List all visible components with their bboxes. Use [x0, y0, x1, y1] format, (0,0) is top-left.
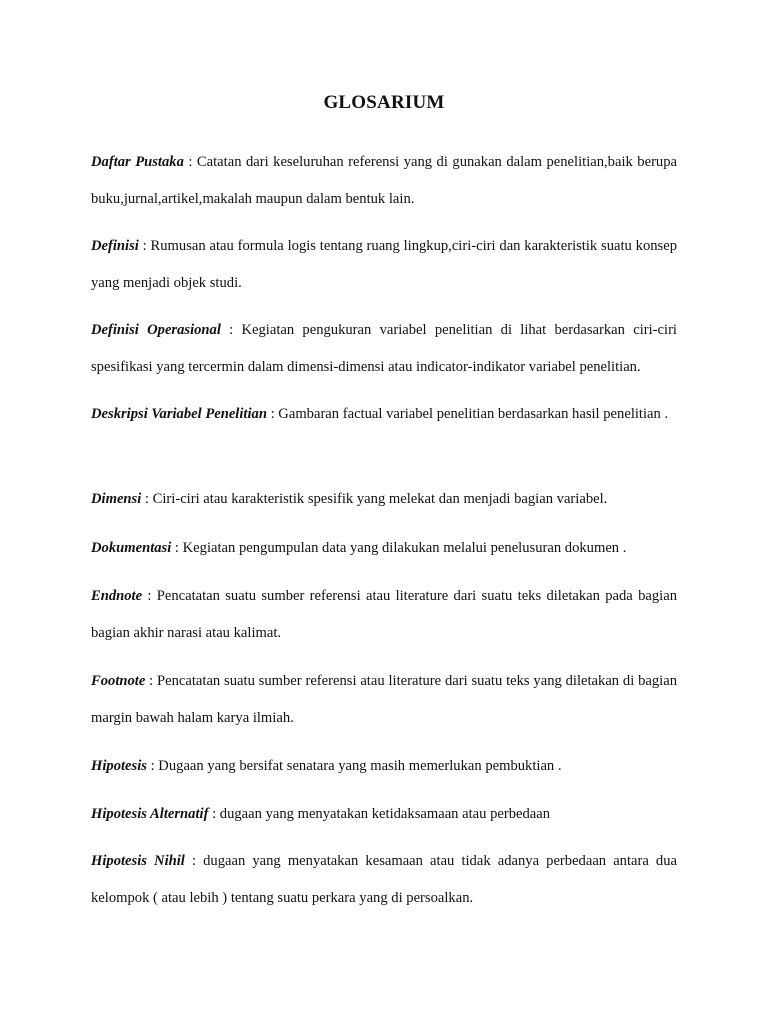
glossary-entry-definisi-operasional [91, 312, 677, 385]
glossary-definition: : Pencatatan suatu sumber referensi atau literature dari suatu teks diletakan pada bagian bagian akhir narasi atau kalimat. [91, 588, 677, 641]
glossary-definition: : dugaan yang menyatakan ketidaksamaan atau perbedaan [208, 806, 551, 822]
glossary-term: Definisi Operasional [91, 322, 221, 338]
glossary-entry-hipotesis-nihil [91, 843, 677, 916]
page-title: GLOSARIUM [323, 92, 445, 113]
glossary-term: Endnote [91, 588, 143, 604]
glossary-entry-footnote [91, 663, 677, 736]
glossary-entry-deskripsi-variabel-penelitian [91, 396, 677, 433]
glossary-term: Hipotesis Alternatif [91, 806, 209, 822]
glossary-term: Footnote [91, 673, 146, 689]
glossary-term: Deskripsi Variabel Penelitian [91, 406, 267, 422]
glossary-entry-definisi [91, 228, 677, 301]
glossary-definition: : Dugaan yang bersifat senatara yang masih memerlukan pembuktian . [146, 758, 562, 774]
glossary-definition: : Catatan dari keseluruhan referensi yang di gunakan dalam penelitian,baik berupa buku,jurnal,artikel,makalah maupun dalam bentuk lain. [91, 154, 677, 207]
glossary-definition: : Ciri-ciri atau karakteristik spesifik yang melekat dan menjadi bagian variabel. [141, 491, 608, 507]
glossary-entry-hipotesis-alternatif [91, 796, 677, 833]
glossary-entry-endnote [91, 578, 677, 651]
glossary-entry-hipotesis [91, 748, 677, 785]
glossary-term: Definisi [91, 238, 139, 254]
glossary-definition: : dugaan yang menyatakan kesamaan atau tidak adanya perbedaan antara dua kelompok ( atau lebih ) tentang suatu perkara yang di persoalkan. [91, 853, 678, 906]
glossary-term: Hipotesis [91, 758, 147, 774]
glossary-definition: : Pencatatan suatu sumber referensi atau literature dari suatu teks yang diletakan di bagian margin bawah halam karya ilmiah. [91, 673, 677, 726]
glossary-definition: : Kegiatan pengumpulan data yang dilakukan melalui penelusuran dokumen . [171, 540, 627, 556]
glossary-term: Dokumentasi [91, 540, 172, 556]
glossary-term: Hipotesis Nihil [91, 853, 185, 869]
glossary-entry-dokumentasi [91, 530, 677, 567]
glossary-definition: : Rumusan atau formula logis tentang ruang lingkup,ciri-ciri dan karakteristik suatu konsep yang menjadi objek studi. [91, 238, 677, 291]
glossary-definition: : Kegiatan pengukuran variabel penelitian di lihat berdasarkan ciri-ciri spesifikasi yang tercermin dalam dimensi-dimensi atau indicator-indikator variabel penelitian. [91, 322, 677, 375]
glossary-definition: : Gambaran factual variabel penelitian berdasarkan hasil penelitian . [266, 406, 669, 422]
glossary-term: Dimensi [91, 491, 142, 507]
glossary-entry-daftar-pustaka [91, 144, 677, 217]
glossary-entry-dimensi [91, 481, 677, 518]
glossary-term: Daftar Pustaka [91, 154, 184, 170]
